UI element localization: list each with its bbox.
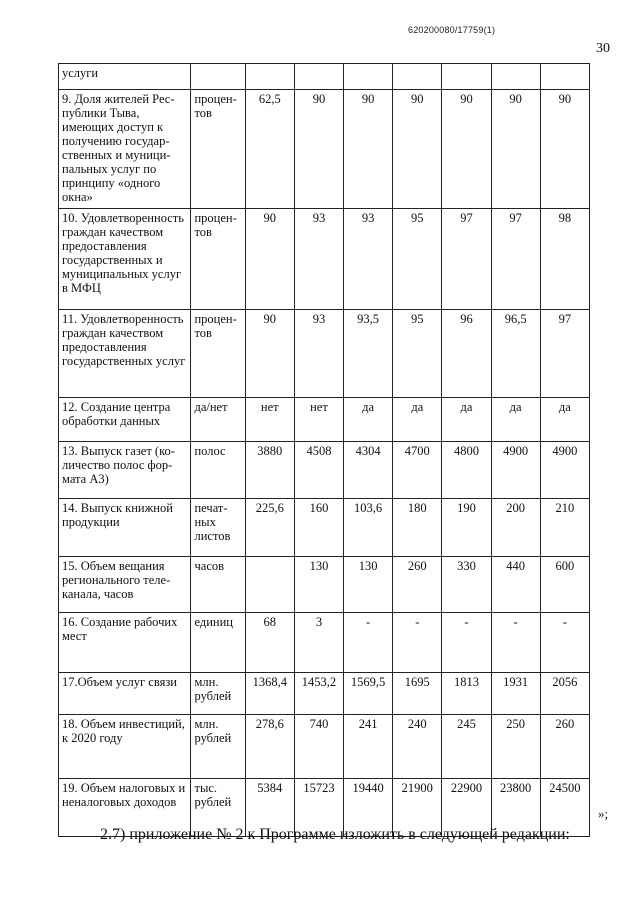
value-cell: 200 (491, 499, 540, 557)
value-cell: 22900 (442, 779, 491, 837)
value-cell: 4508 (294, 442, 343, 499)
amendment-text: 2.7) приложение № 2 к Программе изложить в следующей редакции: (100, 826, 570, 843)
value-cell: 190 (442, 499, 491, 557)
value-cell: 15723 (294, 779, 343, 837)
value-cell: да (344, 398, 393, 442)
value-cell: 97 (491, 209, 540, 310)
value-cell: 90 (491, 90, 540, 209)
indicator-name-cell: 16. Создание рабочих мест (59, 613, 191, 673)
unit-cell: процентов (191, 90, 245, 209)
value-cell: 4800 (442, 442, 491, 499)
unit-cell: тыс. рублей (191, 779, 245, 837)
value-cell: 19440 (344, 779, 393, 837)
value-cell: 4700 (393, 442, 442, 499)
indicator-name-cell: 12. Создание центра обработки данных (59, 398, 191, 442)
indicator-name-cell: 17.Объем услуг связи (59, 673, 191, 715)
value-cell: 241 (344, 715, 393, 779)
value-cell: 1813 (442, 673, 491, 715)
value-cell: 93 (344, 209, 393, 310)
value-cell: да (491, 398, 540, 442)
value-cell (245, 64, 294, 90)
value-cell: - (540, 613, 589, 673)
value-cell: нет (294, 398, 343, 442)
value-cell: 260 (393, 557, 442, 613)
table-row (59, 310, 590, 398)
indicator-name-cell: 10. Удовлетворенность граждан качеством предоставления государственных и муниципальных услуг в МФЦ (59, 209, 191, 310)
value-cell: да (442, 398, 491, 442)
value-cell: 68 (245, 613, 294, 673)
value-cell: 4304 (344, 442, 393, 499)
value-cell: 96,5 (491, 310, 540, 398)
value-cell: да (540, 398, 589, 442)
unit-cell: млн. рублей (191, 715, 245, 779)
unit-cell: да/нет (191, 398, 245, 442)
value-cell: 3880 (245, 442, 294, 499)
value-cell: 97 (540, 310, 589, 398)
value-cell: 330 (442, 557, 491, 613)
value-cell: 250 (491, 715, 540, 779)
value-cell: - (344, 613, 393, 673)
value-cell: 24500 (540, 779, 589, 837)
table-row (59, 398, 590, 442)
value-cell: 97 (442, 209, 491, 310)
unit-cell: единиц (191, 613, 245, 673)
value-cell: 93,5 (344, 310, 393, 398)
value-cell: 1931 (491, 673, 540, 715)
value-cell: 90 (540, 90, 589, 209)
value-cell: 3 (294, 613, 343, 673)
unit-cell: млн. рублей (191, 673, 245, 715)
value-cell: 210 (540, 499, 589, 557)
value-cell: 5384 (245, 779, 294, 837)
table-row (59, 90, 590, 209)
unit-cell: часов (191, 557, 245, 613)
value-cell: 260 (540, 715, 589, 779)
value-cell: 130 (344, 557, 393, 613)
value-cell: 90 (294, 90, 343, 209)
document-code: 620200080/17759(1) (408, 25, 496, 35)
value-cell (294, 64, 343, 90)
table-row (59, 442, 590, 499)
value-cell: 90 (245, 310, 294, 398)
value-cell (491, 64, 540, 90)
unit-cell: печатных листов (191, 499, 245, 557)
value-cell: 278,6 (245, 715, 294, 779)
value-cell: нет (245, 398, 294, 442)
value-cell: 21900 (393, 779, 442, 837)
value-cell: 130 (294, 557, 343, 613)
value-cell: 95 (393, 209, 442, 310)
value-cell (540, 64, 589, 90)
indicator-name-cell: 13. Выпуск газет (количество полос формата А3) (59, 442, 191, 499)
table-row (59, 715, 590, 779)
table-row (59, 499, 590, 557)
closing-quote-mark: »; (598, 806, 609, 821)
indicator-name-cell: 11. Удовлетворенность граждан качеством предоставления государственных услуг (59, 310, 191, 398)
value-cell (245, 557, 294, 613)
value-cell: - (442, 613, 491, 673)
value-cell: 103,6 (344, 499, 393, 557)
indicator-name-cell: 18. Объем инвестиций, к 2020 году (59, 715, 191, 779)
value-cell (442, 64, 491, 90)
value-cell: - (393, 613, 442, 673)
value-cell: 180 (393, 499, 442, 557)
table-row (59, 64, 590, 90)
value-cell: да (393, 398, 442, 442)
value-cell: 90 (393, 90, 442, 209)
unit-cell: процентов (191, 209, 245, 310)
indicator-name-cell: 19. Объем налоговых и неналоговых доходов (59, 779, 191, 837)
page-number: 30 (596, 41, 610, 56)
value-cell: 1695 (393, 673, 442, 715)
table-row (59, 613, 590, 673)
value-cell: 96 (442, 310, 491, 398)
value-cell: 1453,2 (294, 673, 343, 715)
unit-cell (191, 64, 245, 90)
value-cell: 90 (442, 90, 491, 209)
indicators-table (58, 63, 590, 837)
value-cell: 93 (294, 310, 343, 398)
value-cell (393, 64, 442, 90)
value-cell: 225,6 (245, 499, 294, 557)
value-cell: 62,5 (245, 90, 294, 209)
value-cell: 1569,5 (344, 673, 393, 715)
value-cell: 1368,4 (245, 673, 294, 715)
table-row (59, 673, 590, 715)
value-cell: 4900 (491, 442, 540, 499)
value-cell: 600 (540, 557, 589, 613)
value-cell: 440 (491, 557, 540, 613)
value-cell: 23800 (491, 779, 540, 837)
value-cell: 90 (344, 90, 393, 209)
value-cell: 2056 (540, 673, 589, 715)
value-cell: 240 (393, 715, 442, 779)
value-cell: 95 (393, 310, 442, 398)
table-row (59, 209, 590, 310)
value-cell: 98 (540, 209, 589, 310)
value-cell: - (491, 613, 540, 673)
value-cell (344, 64, 393, 90)
value-cell: 740 (294, 715, 343, 779)
table-row (59, 557, 590, 613)
indicator-name-cell: 15. Объем вещания регионального телеканала, часов (59, 557, 191, 613)
indicator-name-cell: услуги (59, 64, 191, 90)
indicator-name-cell: 14. Выпуск книжной продукции (59, 499, 191, 557)
value-cell: 160 (294, 499, 343, 557)
value-cell: 245 (442, 715, 491, 779)
value-cell: 90 (245, 209, 294, 310)
value-cell: 93 (294, 209, 343, 310)
unit-cell: полос (191, 442, 245, 499)
value-cell: 4900 (540, 442, 589, 499)
unit-cell: процентов (191, 310, 245, 398)
indicator-name-cell: 9. Доля жителей Республики Тыва, имеющих доступ к получению государственных и муниципальных услуг по принципу «одного окна» (59, 90, 191, 209)
